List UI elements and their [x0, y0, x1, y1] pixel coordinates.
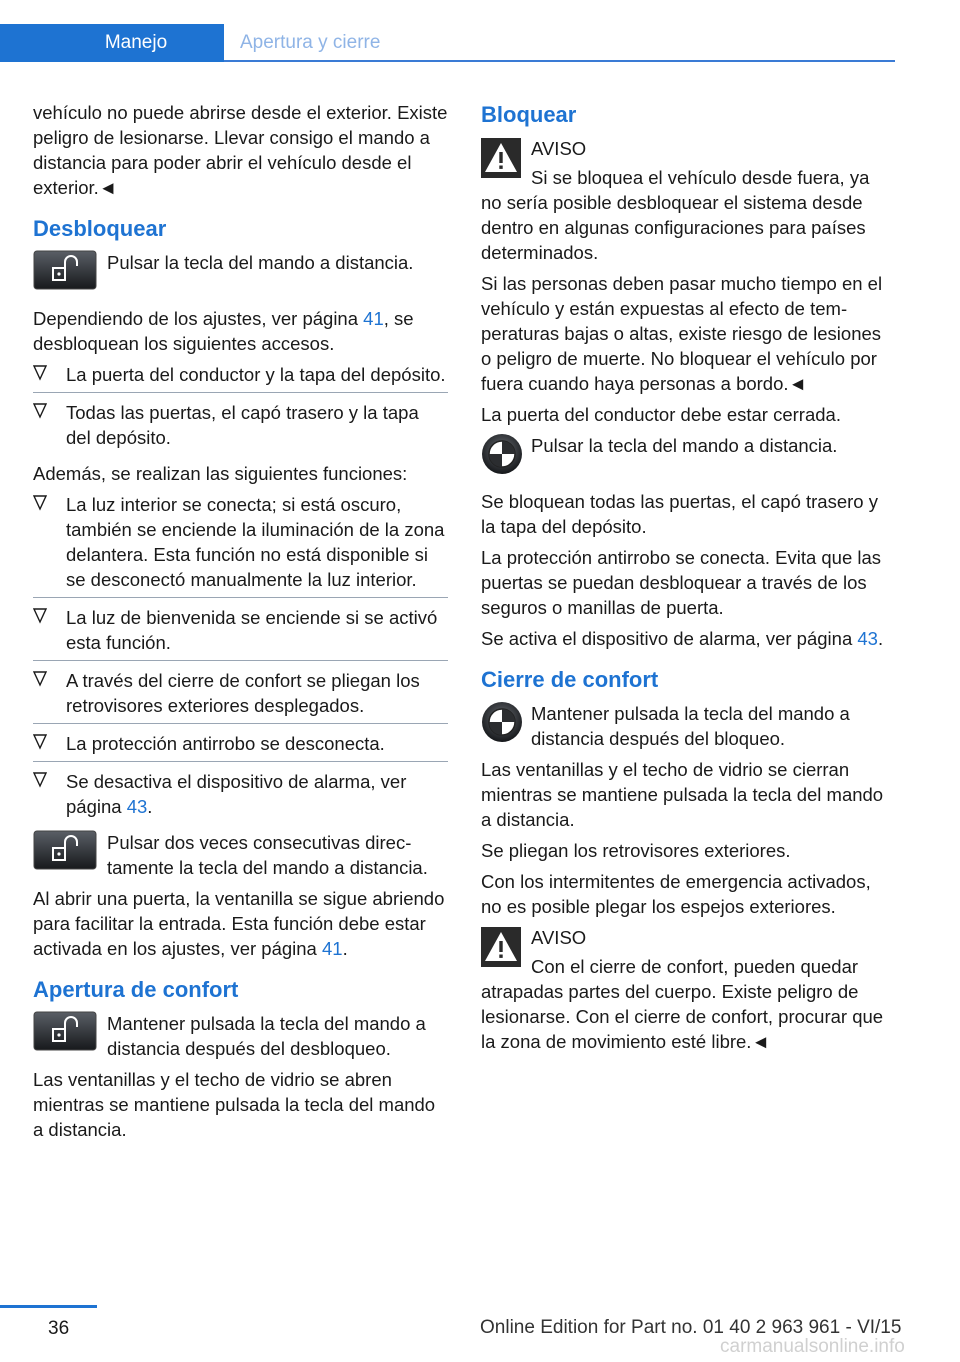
ventanilla-paragraph: Al abrir una puerta, la ventanilla se sigue abriendo para facilitar la entrada. Esta función debe estar activada en los ajustes, ver página 41.: [33, 888, 445, 959]
list-item: La puerta del conductor y la tapa del depósito.: [33, 362, 448, 393]
unlock-key-row-2: [33, 830, 448, 880]
page-link-41[interactable]: 41: [321, 938, 343, 959]
warning-label: AVISO: [531, 927, 587, 948]
cierran-paragraph: Las ventanillas y el techo de vidrio se cierran mientras se mantiene pulsada la tecla del mando a distancia.: [481, 759, 884, 830]
ademas-paragraph: Además, se realizan las siguientes funciones:: [33, 463, 408, 484]
personas-paragraph: Si las personas deben pasar mucho tiempo en el vehículo y están expuestas al efecto de temperaturas bajas o altas, existe riesgo de lesiones o peligro de muerte. No bloquear el vehículo por fuera cuando haya personas a bordo.◄: [481, 273, 883, 394]
abren-paragraph: Las ventanillas y el techo de vidrio se abren mientras se mantiene pulsada la tecla del mando a distancia.: [33, 1069, 436, 1140]
section-title-cierre-de-confort: Cierre de confort: [481, 667, 659, 692]
page-number: 36: [48, 1318, 70, 1339]
unlock-key-icon: [33, 830, 97, 870]
lock-key-text: Pulsar la tecla del mando a distancia.: [531, 435, 838, 456]
lock-key-row: [481, 433, 893, 483]
intro-paragraph: vehículo no puede abrirse desde el exterior. Existe peligro de lesionarse. Llevar consigo el mando a distancia para poder abrir el vehículo desde el exterior.◄: [33, 102, 448, 198]
warning-block-2: [481, 925, 893, 950]
list-item: La luz interior se conecta; si está oscuro, también se enciende la iluminación de la zona delantera. Esta función no está disponible si se desconectó manualmente la luz interior.: [33, 492, 448, 598]
unlock-key-text: Pulsar dos veces consecutivas directamente la tecla del mando a distancia.: [107, 832, 428, 878]
unlock-key-text: Pulsar la tecla del mando a distancia.: [107, 252, 414, 273]
list-item: La protección antirrobo se desconecta.: [33, 731, 448, 762]
warning-text-1: Si se bloquea el vehículo desde fuera, ya no sería posible desbloquear el sistema desde dentro en algunas configuraciones para países determinados.: [481, 167, 870, 263]
right-column: [481, 100, 893, 1060]
list-item: Se desactiva el dispositivo de alarma, ver página 43.: [33, 769, 448, 824]
pliegan-paragraph: Se pliegan los retrovisores exteriores.: [481, 840, 791, 861]
triangle-bullet-icon: [33, 495, 47, 511]
funciones-list: [33, 492, 448, 824]
lock-key-row-2: [481, 701, 893, 751]
alarma-paragraph: Se activa el dispositivo de alarma, ver página 43.: [481, 628, 884, 649]
dependiendo-paragraph: Dependiendo de los ajustes, ver página 41, se desbloquean los siguientes accesos.: [33, 308, 414, 354]
intermitentes-paragraph: Con los intermitentes de emergencia activados, no es posible plegar los espejos exteriores.: [481, 871, 871, 917]
section-title-desbloquear: Desbloquear: [33, 216, 167, 241]
bloquean-paragraph: Se bloquean todas las puertas, el capó trasero y la tapa del depósito.: [481, 491, 878, 537]
unlock-key-text: Mantener pulsada la tecla del mando a distancia después del desbloqueo.: [107, 1013, 426, 1059]
warning-text-2: Con el cierre de confort, pueden quedar atrapadas partes del cuerpo. Existe peligro de lesionarse. Con el cierre de confort, procurar que la zona de movimiento esté libre.◄: [481, 956, 884, 1052]
list-item: Todas las puertas, el capó trasero y la tapa del depósito.: [33, 400, 448, 455]
warning-triangle-icon: [481, 927, 521, 967]
bmw-key-icon: [481, 433, 523, 475]
unlock-key-row: [33, 250, 448, 300]
page-link-43[interactable]: 43: [126, 796, 148, 817]
page-link-41[interactable]: 41: [363, 308, 384, 329]
left-column: [33, 100, 448, 1148]
warning-label: AVISO: [531, 138, 587, 159]
footer-rule: [0, 1305, 97, 1308]
section-title-apertura-de-confort: Apertura de confort: [33, 977, 239, 1002]
section-title-bloquear: Bloquear: [481, 102, 577, 127]
triangle-bullet-icon: [33, 734, 47, 750]
triangle-bullet-icon: [33, 772, 47, 788]
footer-edition: Online Edition for Part no. 01 40 2 963 961 - VI/15: [480, 1317, 902, 1338]
accesos-list: [33, 362, 448, 455]
warning-block-1: [481, 136, 893, 161]
page-link-43[interactable]: 43: [857, 628, 878, 649]
puerta-paragraph: La puerta del conductor debe estar cerrada.: [481, 404, 841, 425]
list-item: A través del cierre de confort se pliegan los retrovisores exteriores desplegados.: [33, 668, 448, 724]
unlock-key-icon: [33, 1011, 97, 1051]
triangle-bullet-icon: [33, 608, 47, 624]
unlock-key-row-3: [33, 1011, 448, 1061]
lock-key-text: Mantener pulsada la tecla del mando a distancia después del bloqueo.: [531, 703, 850, 749]
watermark: carmanualsonline.info: [720, 1336, 905, 1357]
bmw-key-icon: [481, 701, 523, 743]
warning-triangle-icon: [481, 138, 521, 178]
unlock-key-icon: [33, 250, 97, 290]
triangle-bullet-icon: [33, 671, 47, 687]
triangle-bullet-icon: [33, 403, 47, 419]
triangle-bullet-icon: [33, 365, 47, 381]
antirrobo-paragraph: La protección antirrobo se conecta. Evita que las puertas se puedan desbloquear a través de los seguros o manillas de puerta.: [481, 547, 882, 618]
tab-apertura-y-cierre[interactable]: Apertura y cierre: [240, 32, 381, 53]
tab-manejo[interactable]: Manejo: [0, 24, 224, 62]
list-item: La luz de bienvenida se enciende si se activó esta función.: [33, 605, 448, 661]
